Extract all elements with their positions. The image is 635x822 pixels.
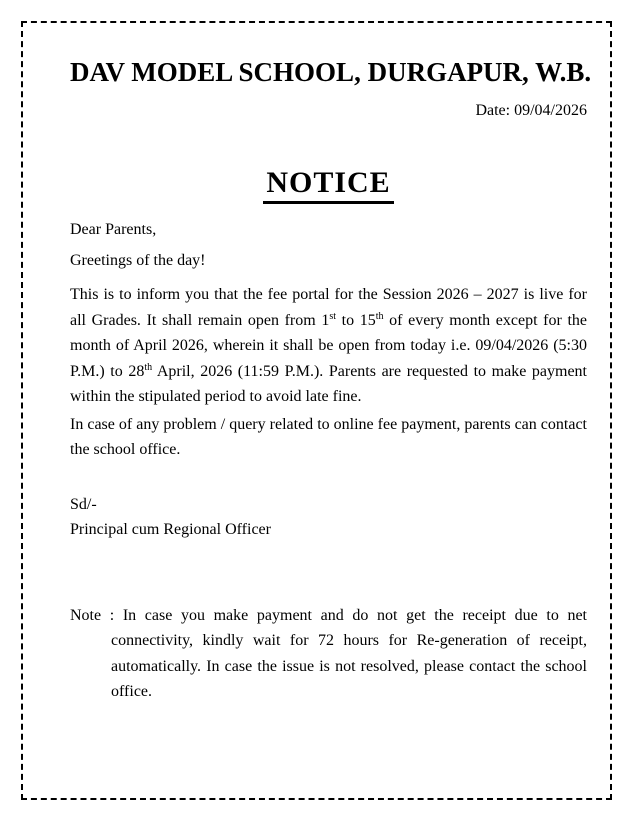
signature-block (70, 492, 587, 543)
para1-text-segment: of every month except for the month of April 2026, wherein it shall be open from today i.e. 09/04/2026 (5:30 P.M.) to 28 (70, 311, 588, 380)
signature-designation: Principal cum Regional Officer (70, 521, 271, 538)
school-name-title: DAV MODEL SCHOOL, DURGAPUR, W.B. (70, 57, 592, 87)
ordinal-superscript: th (144, 361, 153, 373)
para1-text-segment: to 15 (336, 311, 376, 329)
para1-text-segment: This is to inform you that the fee portal for the Session 2026 – 2027 is live for all Grades. It shall remain open from 1 (70, 286, 587, 329)
ordinal-superscript: st (329, 310, 337, 322)
ordinal-superscript: th (375, 310, 384, 322)
date-line: Date: 09/04/2026 (475, 102, 587, 119)
notice-heading: NOTICE (263, 166, 393, 204)
greeting-text: Greetings of the day! (70, 251, 206, 269)
note-paragraph (70, 603, 587, 705)
body-paragraph-2: In case of any problem / query related to online fee payment, parents can contact the school office. (70, 415, 587, 458)
notice-heading-row (70, 166, 587, 204)
salutation-text: Dear Parents, (70, 221, 157, 238)
notice-content (21, 21, 612, 705)
signature-sd: Sd/- (70, 495, 97, 513)
body-paragraph-1 (70, 282, 587, 410)
para1-text-segment: April, 2026 (11:59 P.M.). Parents are requested to make payment within the stipulated period to avoid late fine. (70, 362, 587, 405)
note-label: Note : (70, 606, 123, 624)
note-text: In case you make payment and do not get the receipt due to net connectivity, kindly wait for 72 hours for Re-generation of receipt, automatically. In case the issue is not resolved, please contact the school office. (111, 606, 588, 700)
